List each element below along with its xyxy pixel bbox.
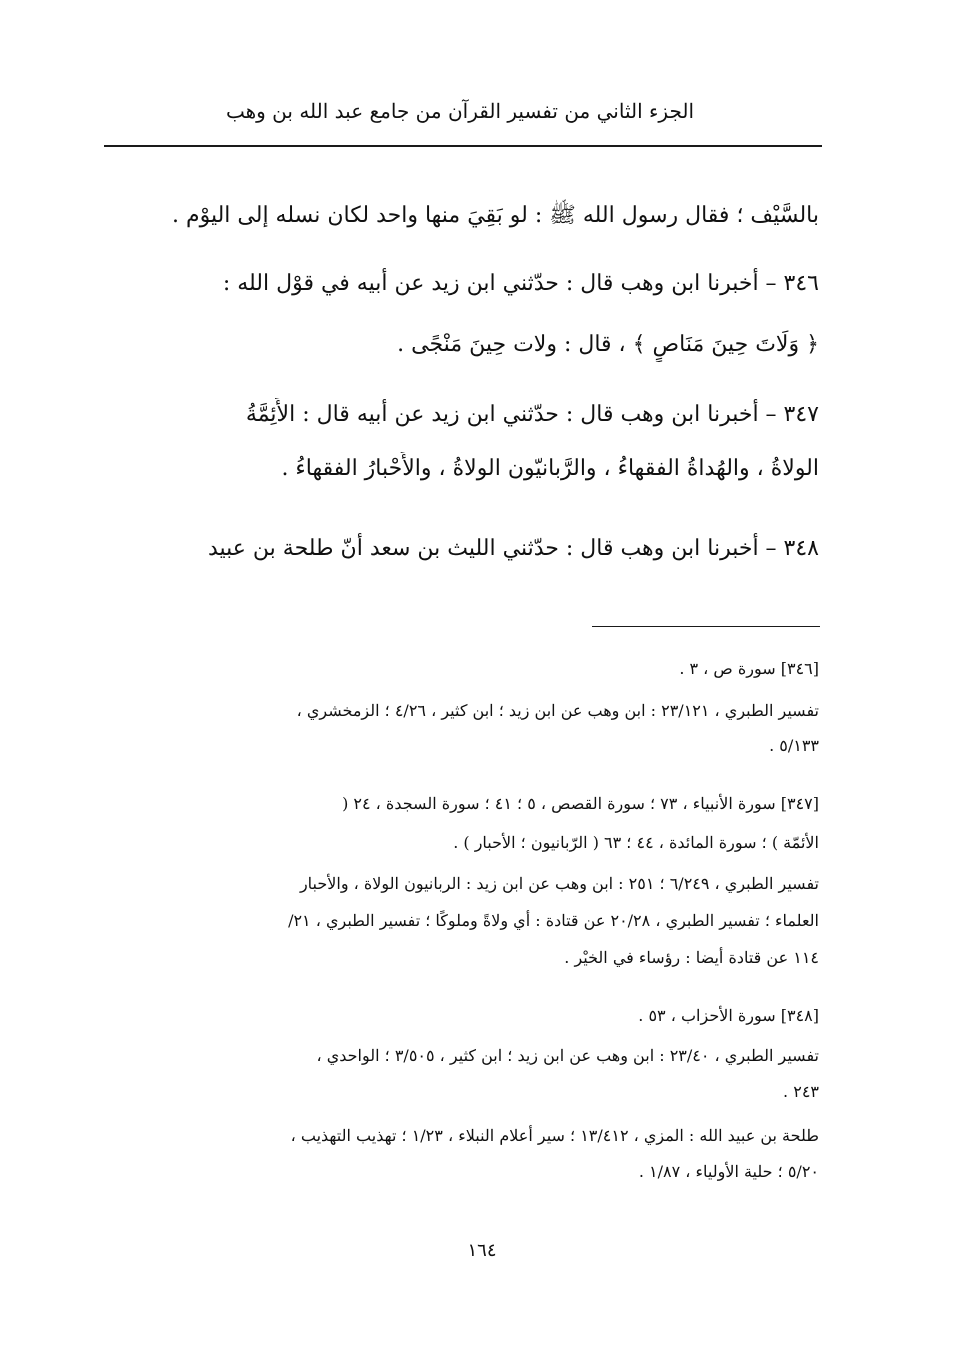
footnote-line: تفسير الطبري ، ٦/٢٤٩ ؛ ٢٥١ : ابن وهب عن ابن زيد : الربانيون الولاة ، والأحبار (299, 874, 819, 893)
footnote-line: ٥/٢٠ ؛ حلية الأولياء ، ١/٨٧ . (638, 1162, 819, 1181)
footnote-divider (592, 626, 820, 627)
footnote-line: الأئمّة ) ؛ سورة المائدة ، ٤٤ ؛ ٦٣ ( الرّبانيون ؛ الأحبار ) . (453, 833, 819, 852)
footnote-line: ٢٤٣ . (783, 1082, 819, 1101)
footnote-line: [٣٤٨] سورة الأحزاب ، ٥٣ . (638, 1006, 819, 1025)
footnote-line: [٣٤٦] سورة ص ، ٣ . (679, 659, 819, 678)
page-number: ١٦٤ (467, 1240, 497, 1261)
body-line: بالسَّيْف ؛ فقال رسول الله ﷺ : لو بَقِيَ منها واحد لكان نسله إلى اليوْم . (171, 203, 819, 228)
footnote-line: طلحة بن عبيد الله : المزي ، ١٣/٤١٢ ؛ سير أعلام النبلاء ، ١/٢٣ ؛ تهذيب التهذيب ، (290, 1126, 819, 1145)
footnote-line: تفسير الطبري ، ٢٣/١٢١ : ابن وهب عن ابن زيد ؛ ابن كثير ، ٤/٢٦ ؛ الزمخشري ، (296, 701, 819, 720)
footnote-line: [٣٤٧] سورة الأنبياء ، ٧٣ ؛ سورة القصص ، ٥ ؛ ٤١ ؛ سورة السجدة ، ٢٤ ( (342, 794, 819, 813)
body-line: ٣٤٧ – أخبرنا ابن وهب قال : حدّثني ابن زيد عن أبيه قال : الأَئِمَّةُ (245, 402, 819, 427)
footnote-line: ١١٤ عن قتادة أيضا : رؤساء في الخيْر . (564, 948, 819, 967)
header-divider (104, 145, 822, 147)
footnote-line: ٥/١٣٣ . (769, 736, 819, 755)
body-line: ﴿ وَلَاتَ حِينَ مَنَاصٍ ﴾ ، قال : ولات حِينَ مَنْجًى . (397, 332, 819, 357)
footnote-line: العلماء ؛ تفسير الطبري ، ٢٠/٢٨ عن قتادة : أي ولاةً وملوكًا ؛ تفسير الطبري ، ٢١/ (288, 911, 819, 930)
body-line: ٣٤٦ – أخبرنا ابن وهب قال : حدّثني ابن زيد عن أبيه في قوْل الله : (222, 271, 819, 296)
body-line: ٣٤٨ – أخبرنا ابن وهب قال : حدّثني الليث بن سعد أنّ طلحة بن عبيد (207, 536, 819, 561)
footnote-line: تفسير الطبري ، ٢٣/٤٠ : ابن وهب عن ابن زيد ؛ ابن كثير ، ٣/٥٠٥ ؛ الواحدي ، (316, 1046, 819, 1065)
body-line: الولاةُ ، والهُداةُ الفقهاءُ ، والرَّبانيّون الولاةُ ، والأَحْبارُ الفقهاءُ . (281, 456, 819, 481)
running-header: الجزء الثاني من تفسير القرآن من جامع عبد الله بن وهب (225, 99, 695, 123)
